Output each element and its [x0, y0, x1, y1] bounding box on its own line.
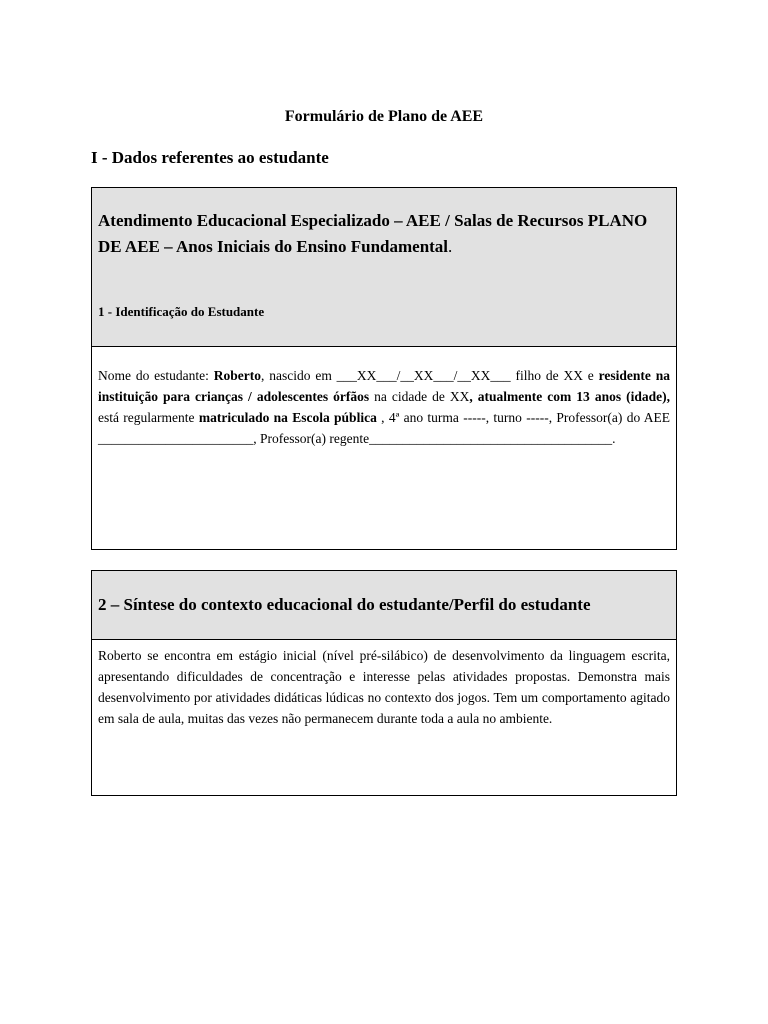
educational-context-box — [91, 570, 677, 796]
enrollment-text: matriculado na Escola pública — [198, 410, 377, 425]
age-text: , atualmente com 13 anos (idade), — [469, 389, 670, 404]
section-heading: I - Dados referentes ao estudante — [91, 148, 329, 167]
box1-title-text: Atendimento Educacional Especializado – AEE / Salas de Recursos PLANO DE AEE – Anos Iniciais do Ensino Fundamental — [98, 211, 648, 256]
context-paragraph: Roberto se encontra em estágio inicial (nível pré-silábico) de desenvolvimento da linguagem escrita, apresentando dificuldades de concentração e interesse pelas atividades propostas. Demonstra mais desenvolvimento por atividades didáticas lúdicas no contexto dos jogos. Tem um comportamento agitado em sala de aula, muitas das vezes não permanecem durante toda a aula no ambiente. — [98, 648, 670, 726]
box1-header — [92, 188, 676, 347]
student-identification-box — [91, 187, 677, 550]
student-name: Roberto — [213, 368, 262, 383]
box1-title-end: . — [448, 237, 453, 256]
box1-title — [98, 208, 670, 260]
box2-title: 2 – Síntese do contexto educacional do estudante/Perfil do estudante — [98, 595, 591, 614]
body-text-3: na cidade de XX — [369, 389, 470, 404]
box1-subtitle: 1 - Identificação do Estudante — [98, 304, 265, 319]
student-info-paragraph — [92, 347, 676, 449]
body-text-4: está regularmente — [98, 410, 199, 425]
body-text-1: Nome do estudante: — [98, 368, 214, 383]
document-title: Formulário de Plano de AEE — [284, 108, 484, 125]
body-text-2: , nascido em ___XX___/__XX___/__XX___ filho de XX e — [261, 368, 599, 383]
box2-header — [92, 571, 676, 640]
residence-text: residente na instituição para crianças / adolescentes órfãos — [98, 368, 671, 404]
body-text-5: , 4ª ano turma -----, turno -----, Professor(a) do AEE _______________________, Professor(a) regente____________________________________. — [98, 410, 671, 446]
